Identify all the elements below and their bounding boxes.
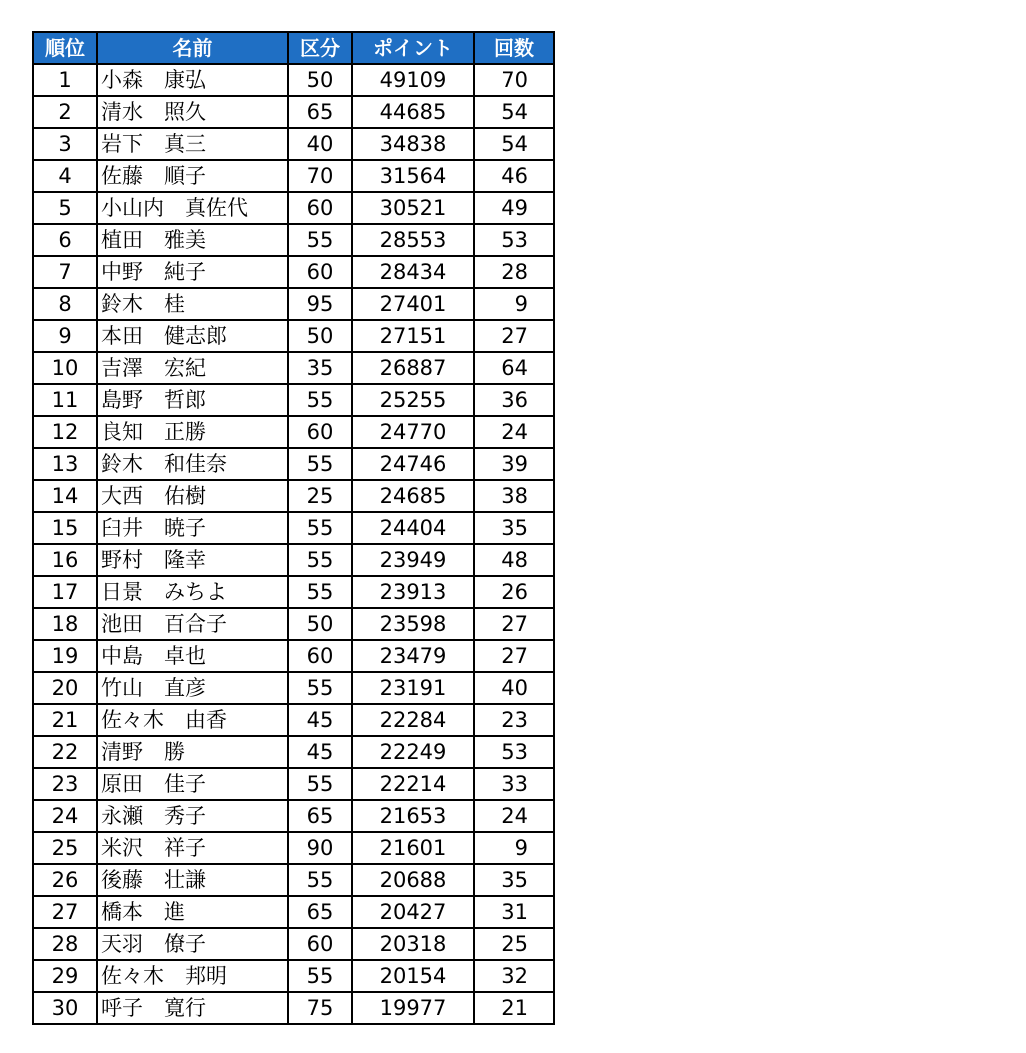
cell-division: 50 [288,320,352,352]
cell-name: 清野 勝 [97,736,288,768]
cell-rank: 27 [33,896,97,928]
cell-points: 27151 [352,320,474,352]
cell-rank: 23 [33,768,97,800]
header-row [33,32,554,64]
cell-division: 55 [288,384,352,416]
cell-points: 24746 [352,448,474,480]
cell-points: 22284 [352,704,474,736]
cell-name: 鈴木 和佳奈 [97,448,288,480]
cell-name: 佐藤 順子 [97,160,288,192]
cell-name: 島野 哲郎 [97,384,288,416]
table-row [33,640,554,672]
cell-points: 22214 [352,768,474,800]
cell-points: 21653 [352,800,474,832]
cell-points: 20154 [352,960,474,992]
table-row [33,736,554,768]
cell-division: 55 [288,960,352,992]
cell-points: 20427 [352,896,474,928]
cell-division: 40 [288,128,352,160]
cell-points: 22249 [352,736,474,768]
cell-rank: 12 [33,416,97,448]
table-row [33,192,554,224]
cell-name: 臼井 暁子 [97,512,288,544]
cell-division: 55 [288,512,352,544]
table-row [33,352,554,384]
cell-rank: 7 [33,256,97,288]
cell-rank: 22 [33,736,97,768]
cell-name: 米沢 祥子 [97,832,288,864]
cell-points: 23913 [352,576,474,608]
table-row [33,320,554,352]
cell-points: 23949 [352,544,474,576]
cell-name: 橋本 進 [97,896,288,928]
table-row [33,832,554,864]
table-row [33,704,554,736]
cell-points: 44685 [352,96,474,128]
cell-name: 佐々木 由香 [97,704,288,736]
cell-division: 65 [288,896,352,928]
cell-name: 良知 正勝 [97,416,288,448]
cell-name: 大西 佑樹 [97,480,288,512]
cell-rank: 29 [33,960,97,992]
cell-name: 小森 康弘 [97,64,288,96]
cell-count: 36 [474,384,554,416]
cell-name: 岩下 真三 [97,128,288,160]
cell-count: 23 [474,704,554,736]
cell-points: 26887 [352,352,474,384]
table-row [33,960,554,992]
cell-points: 31564 [352,160,474,192]
cell-division: 95 [288,288,352,320]
cell-rank: 13 [33,448,97,480]
ranking-table [32,31,555,1025]
cell-division: 25 [288,480,352,512]
cell-division: 90 [288,832,352,864]
cell-name: 本田 健志郎 [97,320,288,352]
cell-rank: 1 [33,64,97,96]
cell-name: 吉澤 宏紀 [97,352,288,384]
cell-name: 野村 隆幸 [97,544,288,576]
cell-count: 70 [474,64,554,96]
table-row [33,224,554,256]
header-rank: 順位 [33,32,97,64]
cell-points: 23598 [352,608,474,640]
cell-points: 49109 [352,64,474,96]
table-row [33,896,554,928]
cell-division: 45 [288,736,352,768]
cell-points: 24404 [352,512,474,544]
cell-points: 30521 [352,192,474,224]
cell-points: 27401 [352,288,474,320]
cell-rank: 14 [33,480,97,512]
cell-rank: 2 [33,96,97,128]
cell-count: 64 [474,352,554,384]
cell-points: 20318 [352,928,474,960]
cell-count: 35 [474,512,554,544]
cell-rank: 25 [33,832,97,864]
cell-count: 39 [474,448,554,480]
cell-count: 27 [474,320,554,352]
cell-name: 佐々木 邦明 [97,960,288,992]
cell-name: 天羽 僚子 [97,928,288,960]
cell-division: 70 [288,160,352,192]
cell-count: 26 [474,576,554,608]
cell-count: 25 [474,928,554,960]
table-row [33,800,554,832]
cell-count: 33 [474,768,554,800]
cell-division: 75 [288,992,352,1024]
cell-name: 中野 純子 [97,256,288,288]
cell-division: 60 [288,640,352,672]
cell-division: 55 [288,672,352,704]
header-points: ポイント [352,32,474,64]
cell-division: 55 [288,864,352,896]
cell-points: 23191 [352,672,474,704]
cell-name: 鈴木 桂 [97,288,288,320]
cell-division: 55 [288,544,352,576]
cell-division: 60 [288,416,352,448]
cell-count: 21 [474,992,554,1024]
cell-rank: 11 [33,384,97,416]
cell-rank: 4 [33,160,97,192]
cell-count: 27 [474,640,554,672]
table-row [33,992,554,1024]
cell-division: 45 [288,704,352,736]
cell-name: 中島 卓也 [97,640,288,672]
table-row [33,64,554,96]
cell-count: 48 [474,544,554,576]
cell-count: 31 [474,896,554,928]
cell-division: 50 [288,608,352,640]
table-row [33,480,554,512]
header-division: 区分 [288,32,352,64]
table-row [33,928,554,960]
cell-count: 9 [474,288,554,320]
table-row [33,448,554,480]
cell-division: 65 [288,96,352,128]
cell-rank: 10 [33,352,97,384]
cell-division: 60 [288,928,352,960]
cell-name: 永瀬 秀子 [97,800,288,832]
cell-rank: 8 [33,288,97,320]
cell-rank: 6 [33,224,97,256]
cell-name: 小山内 真佐代 [97,192,288,224]
cell-name: 植田 雅美 [97,224,288,256]
table-row [33,416,554,448]
table-row [33,544,554,576]
cell-count: 54 [474,96,554,128]
table-row [33,384,554,416]
cell-division: 65 [288,800,352,832]
table-body [33,64,554,1024]
cell-count: 24 [474,800,554,832]
cell-points: 25255 [352,384,474,416]
cell-count: 53 [474,736,554,768]
cell-points: 21601 [352,832,474,864]
cell-division: 35 [288,352,352,384]
cell-name: 後藤 壮謙 [97,864,288,896]
cell-rank: 26 [33,864,97,896]
table-row [33,672,554,704]
cell-points: 34838 [352,128,474,160]
cell-name: 竹山 直彦 [97,672,288,704]
cell-count: 24 [474,416,554,448]
table-row [33,256,554,288]
table-row [33,288,554,320]
cell-points: 20688 [352,864,474,896]
cell-name: 池田 百合子 [97,608,288,640]
cell-count: 49 [474,192,554,224]
table-row [33,96,554,128]
cell-rank: 21 [33,704,97,736]
cell-count: 35 [474,864,554,896]
cell-division: 55 [288,448,352,480]
cell-count: 46 [474,160,554,192]
cell-rank: 19 [33,640,97,672]
cell-name: 呼子 寛行 [97,992,288,1024]
table-row [33,576,554,608]
cell-division: 60 [288,192,352,224]
cell-count: 28 [474,256,554,288]
cell-name: 日景 みちよ [97,576,288,608]
table-row [33,608,554,640]
cell-name: 原田 佳子 [97,768,288,800]
cell-rank: 28 [33,928,97,960]
cell-rank: 15 [33,512,97,544]
cell-division: 55 [288,576,352,608]
header-count: 回数 [474,32,554,64]
cell-name: 清水 照久 [97,96,288,128]
table-row [33,512,554,544]
cell-rank: 16 [33,544,97,576]
cell-division: 55 [288,224,352,256]
cell-rank: 30 [33,992,97,1024]
cell-count: 32 [474,960,554,992]
cell-points: 23479 [352,640,474,672]
cell-rank: 3 [33,128,97,160]
cell-rank: 5 [33,192,97,224]
table-row [33,864,554,896]
cell-division: 55 [288,768,352,800]
cell-division: 60 [288,256,352,288]
cell-count: 9 [474,832,554,864]
cell-count: 38 [474,480,554,512]
cell-rank: 9 [33,320,97,352]
cell-rank: 18 [33,608,97,640]
table-row [33,160,554,192]
cell-count: 40 [474,672,554,704]
cell-points: 28434 [352,256,474,288]
table-row [33,128,554,160]
cell-points: 28553 [352,224,474,256]
cell-points: 24770 [352,416,474,448]
cell-count: 27 [474,608,554,640]
cell-count: 54 [474,128,554,160]
cell-points: 24685 [352,480,474,512]
cell-rank: 17 [33,576,97,608]
header-name: 名前 [97,32,288,64]
table-row [33,768,554,800]
cell-rank: 24 [33,800,97,832]
cell-points: 19977 [352,992,474,1024]
cell-division: 50 [288,64,352,96]
cell-rank: 20 [33,672,97,704]
cell-count: 53 [474,224,554,256]
